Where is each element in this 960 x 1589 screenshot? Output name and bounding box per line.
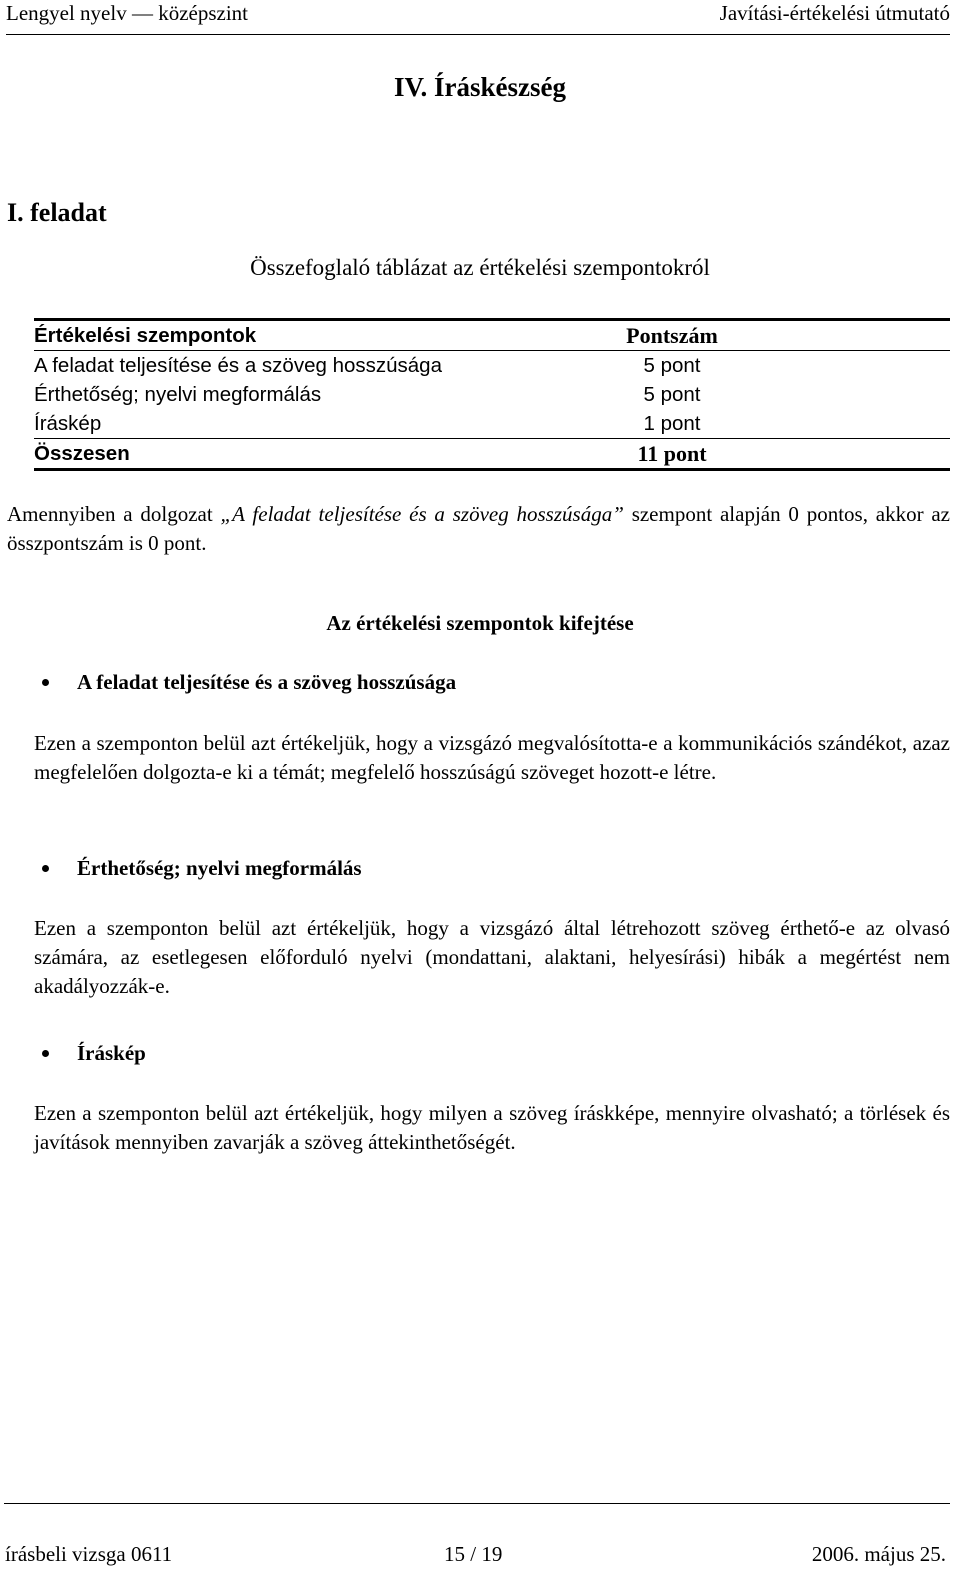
header-subject: Lengyel nyelv — középszint [6,1,249,25]
bullet-icon [42,865,49,872]
table-total-points: 11 pont [637,440,707,466]
table-header-row [34,321,950,350]
table-total-label: Összesen [34,441,130,465]
page-header [6,0,950,35]
task-label: I. feladat [7,198,107,227]
criterion-heading-text: Íráskép [77,1041,146,1065]
table-row [34,409,950,438]
page-title: IV. Íráskészség [393,72,566,102]
footer-exam-code: írásbeli vizsga 0611 [5,1542,173,1566]
table-total-row [34,439,950,468]
criterion-description: Ezen a szemponton belül azt értékeljük, hogy milyen a szöveg íráskképe, mennyire olvasható; a törlések és javítások mennyiben zavarják a szöveg áttekinthetőségét. [34,1101,950,1154]
bullet-icon [42,679,49,686]
footer-page-number: 15 / 19 [444,1542,503,1566]
criteria-table [34,318,950,471]
table-cell-criterion: Érthetőség; nyelvi megformálás [34,382,322,406]
criterion-heading-text: A feladat teljesítése és a szöveg hosszúsága [77,670,457,694]
footer-date: 2006. május 25. [811,1542,946,1566]
table-row [34,380,950,409]
criterion-heading [42,1041,146,1066]
criterion-description: Ezen a szemponton belül azt értékeljük, hogy a vizsgázó megvalósította-e a kommunikációs szándékot, azaz megfelelően dolgozta-e ki a témát; megfelelő hosszúságú szöveget hozott-e létre. [34,731,950,784]
footer-rule [4,1503,950,1504]
criterion-heading-text: Érthetőség; nyelvi megformálás [77,856,362,880]
table-cell-points: 5 pont [643,382,701,406]
scoring-note [7,500,950,558]
section-title: Az értékelési szempontok kifejtése [326,611,634,635]
table-header-points: Pontszám [626,322,718,348]
bullet-icon [42,1050,49,1057]
table-header-criterion: Értékelési szempontok [34,323,257,347]
note-text-end: szempont alapján 0 pontos, akkor az összpontszám is 0 pont. [7,502,950,555]
table-cell-criterion: A feladat teljesítése és a szöveg hosszúsága [34,353,442,377]
table-row [34,351,950,380]
criterion-heading [42,856,362,881]
note-emphasis: „A feladat teljesítése és a szöveg hosszúsága” [220,502,624,526]
table-title: Összefoglaló táblázat az értékelési szempontokról [250,255,710,280]
table-cell-points: 5 pont [643,353,701,377]
header-doc-type: Javítási-értékelési útmutató [719,1,950,25]
table-bottom-rule [34,468,950,471]
criterion-heading [42,670,456,695]
table-cell-criterion: Íráskép [34,411,102,435]
note-text-start: Amennyiben a dolgozat [7,502,221,526]
table-cell-points: 1 pont [643,411,701,435]
criterion-description: Ezen a szemponton belül azt értékeljük, hogy a vizsgázó által létrehozott szöveg érthető-e az olvasó számára, az esetlegesen előforduló nyelvi (mondattani, alaktani, helyesírási) hibák a megértést nem akadályozzák-e. [34,916,950,998]
